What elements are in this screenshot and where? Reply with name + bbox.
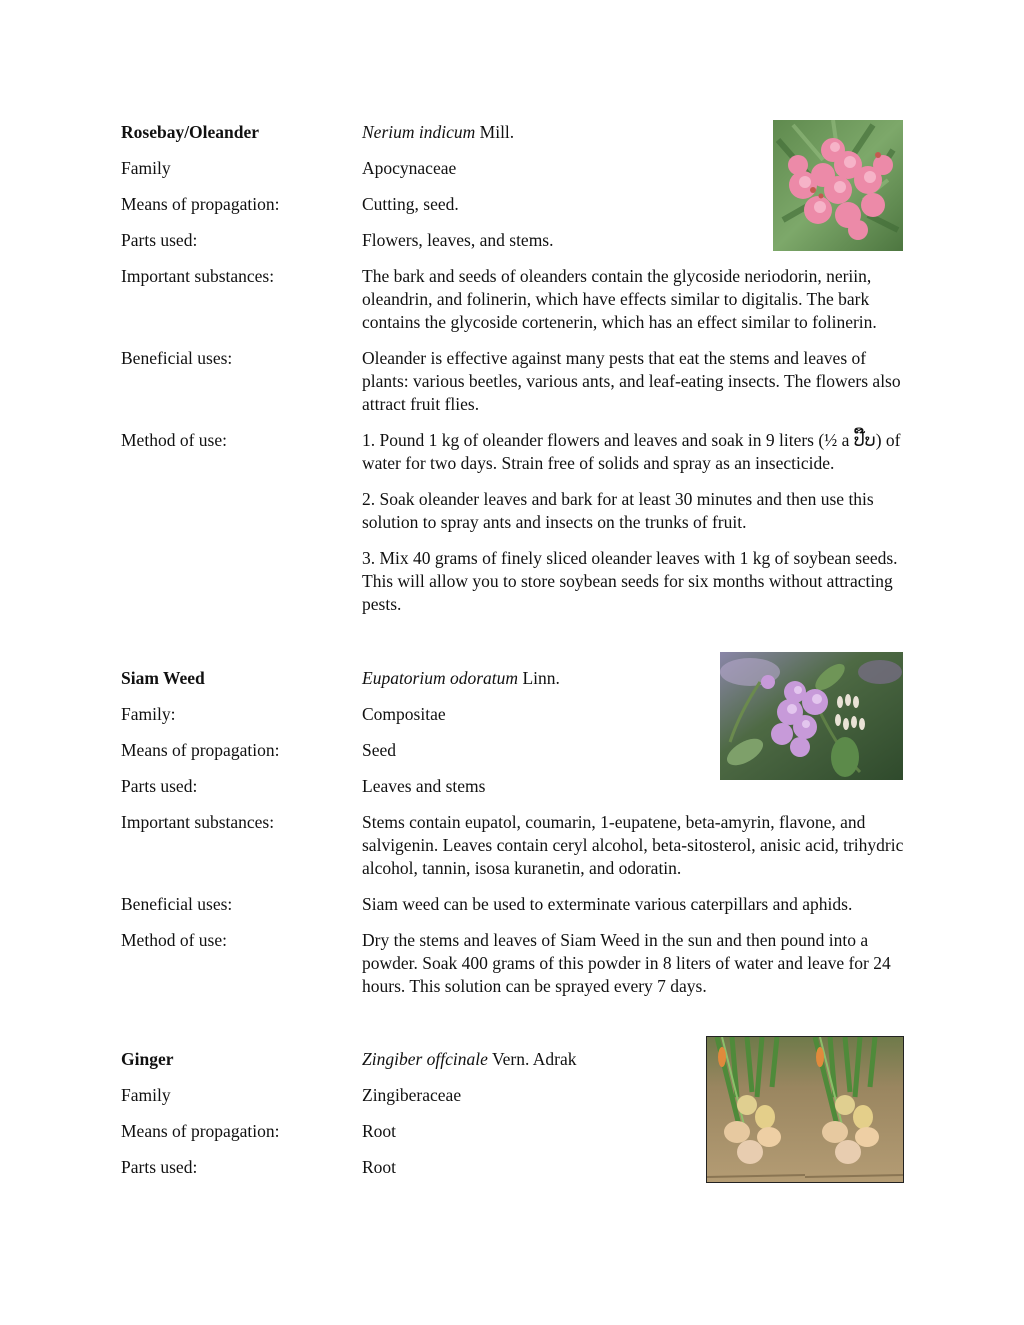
scientific-name-author: Linn. xyxy=(518,668,560,688)
ginger-root-image xyxy=(707,1037,903,1182)
scientific-name-italic: Zingiber offcinale xyxy=(362,1049,488,1069)
method-step: 2. Soak oleander leaves and bark for at least 30 minutes and then use this solution to spray ants and insects on the trunks of fruit. xyxy=(362,489,874,532)
parts-used-label: Parts used: xyxy=(121,1157,198,1177)
propagation-label: Means of propagation: xyxy=(121,740,280,760)
ginger-photo xyxy=(706,1036,904,1183)
method-step: 1. Pound 1 kg of oleander flowers and leaves and soak in 9 liters (½ a ປີ໊ບ) of water for two days. Strain free of solids and spray as an insecticide. xyxy=(362,430,901,473)
common-name: Siam Weed xyxy=(121,668,205,688)
oleander-photo xyxy=(773,120,903,251)
scientific-name-italic: Nerium indicum xyxy=(362,122,476,142)
propagation-label: Means of propagation: xyxy=(121,194,280,214)
substances-label: Important substances: xyxy=(121,812,275,832)
common-name: Ginger xyxy=(121,1049,174,1069)
parts-used-value: Leaves and stems xyxy=(362,776,486,796)
beneficial-uses-value: Oleander is effective against many pests that eat the stems and leaves of plants: various beetles, various ants, and leaf-eating insects. The flowers also attract fruit flies. xyxy=(362,348,901,414)
method-steps xyxy=(362,429,910,616)
method-step: 3. Mix 40 grams of finely sliced oleander leaves with 1 kg of soybean seeds. This will allow you to store soybean seeds for six months without attracting pests. xyxy=(362,548,898,614)
method-value: Dry the stems and leaves of Siam Weed in the sun and then pound into a powder. Soak 400 grams of this powder in 8 liters of water and leave for 24 hours. This solution can be sprayed every 7 days. xyxy=(362,930,891,996)
substances-value: The bark and seeds of oleanders contain the glycoside neriodorin, neriin, oleandrin, and folinerin, which have effects similar to digitalis. The bark contains the glycoside cortenerin, which has an effect similar to folinerin. xyxy=(362,266,877,332)
scientific-name xyxy=(362,121,762,144)
scientific-name-author: Vern. Adrak xyxy=(487,1049,577,1069)
substances-label: Important substances: xyxy=(121,266,275,286)
parts-used-label: Parts used: xyxy=(121,230,198,250)
propagation-label: Means of propagation: xyxy=(121,1121,280,1141)
beneficial-uses-label: Beneficial uses: xyxy=(121,348,233,368)
oleander-flower-image xyxy=(773,120,903,251)
common-name: Rosebay/Oleander xyxy=(121,122,260,142)
scientific-name-author: Mill. xyxy=(475,122,515,142)
scientific-name-italic: Eupatorium odoratum xyxy=(362,668,519,688)
parts-used-value: Flowers, leaves, and stems. xyxy=(362,230,554,250)
siam-weed-photo xyxy=(720,652,903,780)
beneficial-uses-value: Siam weed can be used to exterminate various caterpillars and aphids. xyxy=(362,894,853,914)
propagation-value: Seed xyxy=(362,740,397,760)
family-label: Family xyxy=(121,158,171,178)
propagation-value: Cutting, seed. xyxy=(362,194,459,214)
family-value: Zingiberaceae xyxy=(362,1085,462,1105)
family-label: Family: xyxy=(121,704,176,724)
family-value: Apocynaceae xyxy=(362,158,457,178)
siam-weed-flower-image xyxy=(720,652,903,780)
family-label: Family xyxy=(121,1085,171,1105)
propagation-value: Root xyxy=(362,1121,397,1141)
scientific-name xyxy=(362,1048,762,1071)
beneficial-uses-label: Beneficial uses: xyxy=(121,894,233,914)
parts-used-label: Parts used: xyxy=(121,776,198,796)
family-value: Compositae xyxy=(362,704,446,724)
scientific-name xyxy=(362,667,762,690)
parts-used-value: Root xyxy=(362,1157,397,1177)
substances-value: Stems contain eupatol, coumarin, 1-eupatene, beta-amyrin, flavone, and salvigenin. Leaves contain ceryl alcohol, beta-sitosterol, anisic acid, trihydric alcohol, tannin, isosa kuranetin, and odoratin. xyxy=(362,812,904,878)
method-label: Method of use: xyxy=(121,430,227,450)
method-label: Method of use: xyxy=(121,930,227,950)
